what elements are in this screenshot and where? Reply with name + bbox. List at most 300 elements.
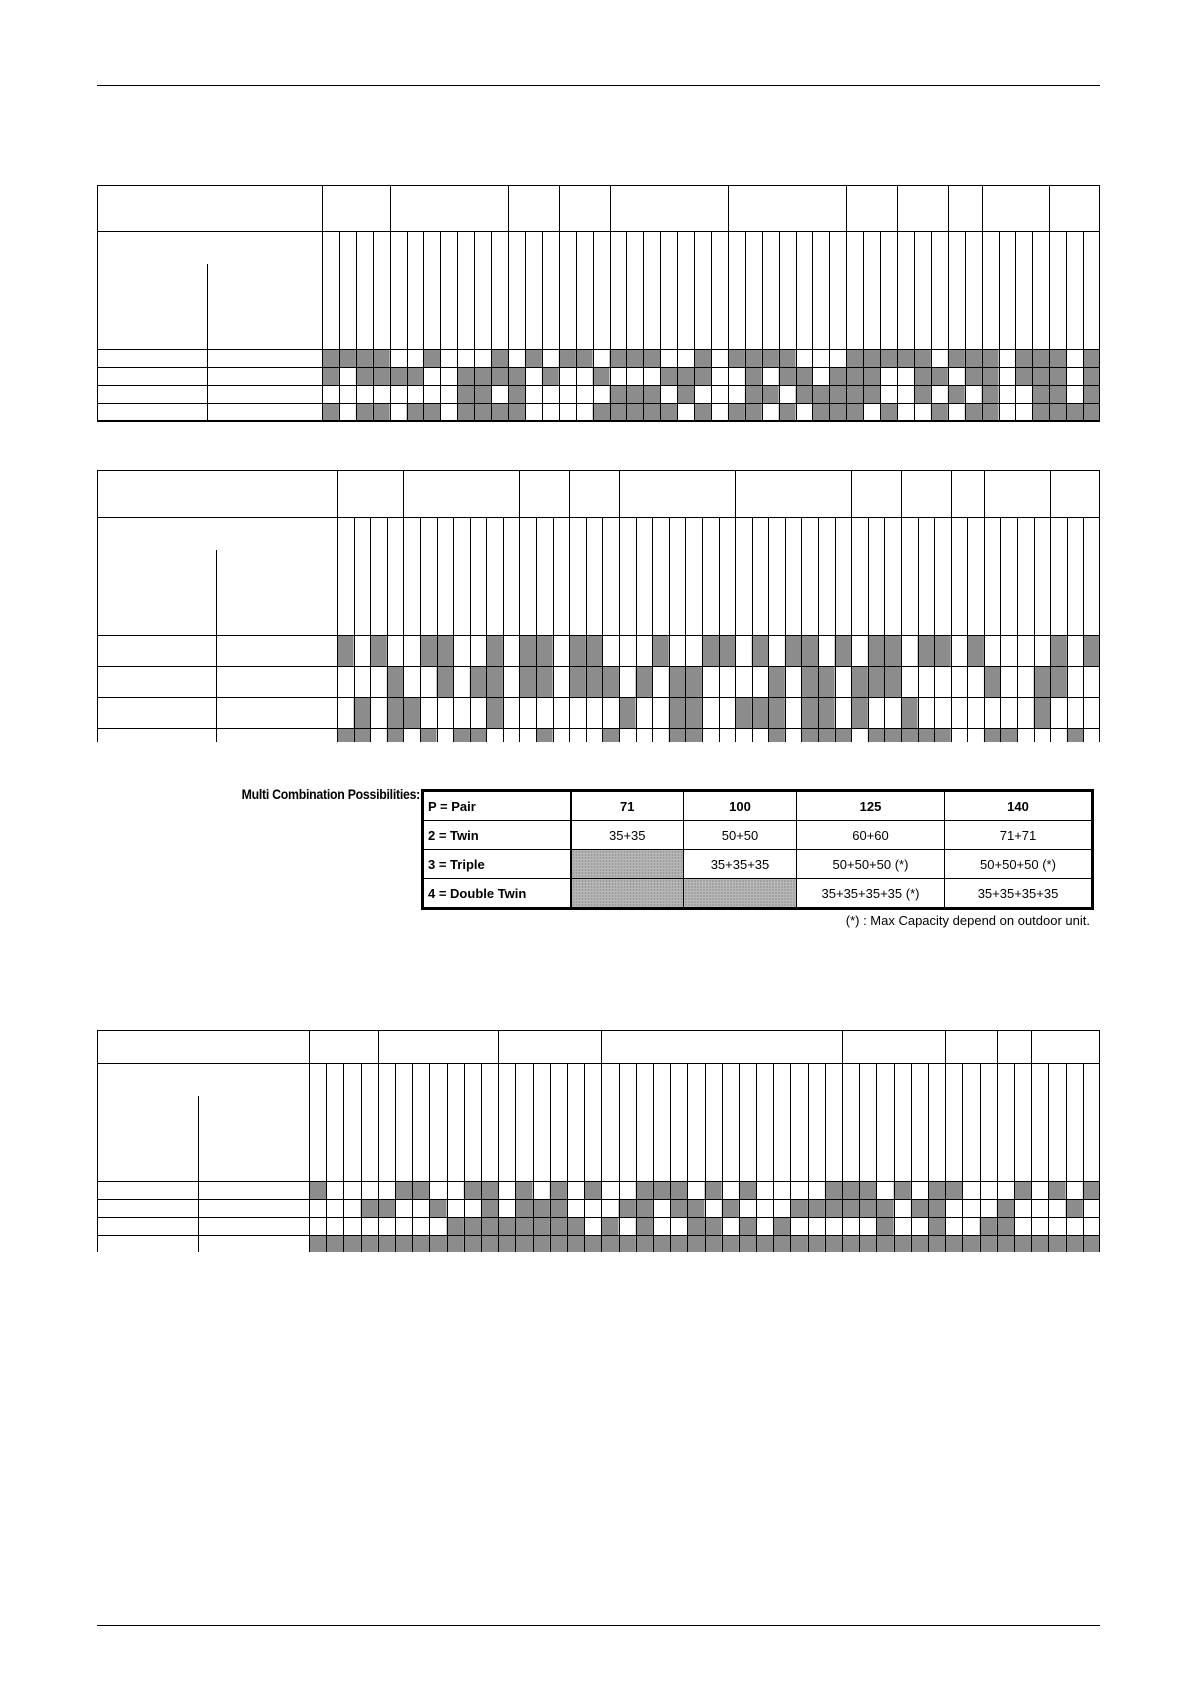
matrix-cell-shaded (619, 1199, 636, 1217)
matrix-cell-shaded (387, 666, 404, 697)
matrix-cell-shaded (829, 403, 846, 421)
matrix-cell-shaded (1015, 367, 1032, 385)
combo-row-double-twin (423, 879, 1093, 909)
matrix-cell-shaded (745, 385, 762, 403)
matrix-cell-shaded (677, 385, 694, 403)
matrix-cell-shaded (694, 349, 711, 367)
matrix-cell-shaded (876, 1217, 893, 1235)
matrix-cell-shaded (722, 1199, 739, 1217)
matrix-cell-shaded (525, 349, 542, 367)
matrix-cell-shaded (491, 349, 508, 367)
matrix-cell-shaded (470, 666, 487, 697)
combo-cell (571, 879, 684, 909)
matrix-cell-shaded (863, 385, 880, 403)
matrix-cell-shaded (773, 1217, 790, 1235)
matrix-cell-shaded (1048, 1181, 1065, 1199)
matrix-cell-shaded (636, 666, 653, 697)
matrix-cell-shaded (982, 403, 999, 421)
matrix-cell-shaded (984, 728, 1001, 742)
matrix-cell-shaded (373, 349, 390, 367)
matrix-cell-shaded (602, 728, 619, 742)
combo-cell: 50+50+50 (*) (945, 850, 1093, 879)
matrix-cell-shaded (533, 1217, 550, 1235)
matrix-cell-shaded (550, 1199, 567, 1217)
matrix-cell-shaded (914, 349, 931, 367)
combo-cell (684, 879, 797, 909)
matrix-cell-shaded (752, 635, 769, 666)
matrix-cell-shaded (897, 349, 914, 367)
matrix-cell-shaded (519, 666, 536, 697)
matrix-cell-shaded (660, 403, 677, 421)
matrix-cell-shaded (533, 1235, 550, 1252)
combo-cell: 71+71 (945, 821, 1093, 850)
matrix-cell-shaded (842, 1235, 859, 1252)
matrix-cell-shaded (593, 367, 610, 385)
matrix-cell-shaded (1050, 635, 1067, 666)
matrix-cell-shaded (1083, 349, 1100, 367)
matrix-cell-shaded (653, 1181, 670, 1199)
matrix-cell-shaded (1032, 349, 1049, 367)
matrix-cell-shaded (652, 635, 669, 666)
matrix-cell-shaded (586, 666, 603, 697)
matrix-cell-shaded (965, 403, 982, 421)
matrix-cell-shaded (894, 1181, 911, 1199)
matrix-cell-shaded (569, 666, 586, 697)
matrix-cell-shaded (752, 697, 769, 728)
matrix-cell-shaded (447, 1217, 464, 1235)
matrix-cell-shaded (515, 1217, 532, 1235)
matrix-cell-shaded (378, 1235, 395, 1252)
matrix-cell-shaded (868, 635, 885, 666)
matrix-cell-shaded (584, 1181, 601, 1199)
matrix-cell-shaded (1048, 1235, 1065, 1252)
matrix-cell-shaded (901, 697, 918, 728)
matrix-cell-shaded (722, 1235, 739, 1252)
matrix-cell-shaded (894, 1235, 911, 1252)
combo-row-label: 2 = Twin (423, 821, 571, 850)
matrix-cell-shaded (569, 635, 586, 666)
matrix-cell-shaded (387, 728, 404, 742)
matrix-cell-shaded (373, 403, 390, 421)
matrix-cell-shaded (928, 1235, 945, 1252)
matrix-cell-shaded (643, 403, 660, 421)
matrix-cell-shaded (322, 367, 339, 385)
matrix-cell-shaded (643, 349, 660, 367)
matrix-cell-shaded (1083, 367, 1100, 385)
matrix-cell-shaded (982, 385, 999, 403)
matrix-cell-shaded (474, 367, 491, 385)
matrix-cell-shaded (636, 1217, 653, 1235)
matrix-cell-shaded (997, 1217, 1014, 1235)
matrix-cell-shaded (931, 403, 948, 421)
matrix-cell-shaded (491, 403, 508, 421)
matrix-cell-shaded (515, 1181, 532, 1199)
matrix-cell-shaded (859, 1181, 876, 1199)
matrix-cell-shaded (515, 1235, 532, 1252)
matrix-cell-shaded (610, 385, 627, 403)
matrix-cell-shaded (423, 349, 440, 367)
matrix-cell-shaded (536, 635, 553, 666)
matrix-cell-shaded (481, 1181, 498, 1199)
matrix-cell-shaded (457, 385, 474, 403)
matrix-cell-shaded (1032, 403, 1049, 421)
matrix-cell-shaded (670, 1235, 687, 1252)
matrix-cell-shaded (481, 1199, 498, 1217)
matrix-cell-shaded (918, 635, 935, 666)
matrix-cell-shaded (928, 1199, 945, 1217)
combo-cell: 60+60 (797, 821, 945, 850)
matrix-cell-shaded (846, 367, 863, 385)
matrix-cell-shaded (967, 635, 984, 666)
matrix-cell-shaded (829, 385, 846, 403)
matrix-cell-shaded (825, 1235, 842, 1252)
matrix-cell-shaded (669, 666, 686, 697)
matrix-cell-shaded (508, 403, 525, 421)
matrix-cell-shaded (984, 666, 1001, 697)
matrix-cell-shaded (626, 403, 643, 421)
matrix-cell-shaded (356, 403, 373, 421)
matrix-cell-shaded (928, 1217, 945, 1235)
matrix-cell-shaded (868, 666, 885, 697)
matrix-cell-shaded (687, 1199, 704, 1217)
matrix-cell-shaded (669, 697, 686, 728)
matrix-cell-shaded (309, 1235, 326, 1252)
matrix-cell-shaded (486, 635, 503, 666)
matrix-cell-shaded (945, 1235, 962, 1252)
matrix-cell-shaded (1083, 1235, 1100, 1252)
matrix-cell-shaded (508, 385, 525, 403)
matrix-cell-shaded (948, 349, 965, 367)
matrix-cell-shaded (705, 1181, 722, 1199)
matrix-cell-shaded (785, 635, 802, 666)
matrix-cell-shaded (801, 728, 818, 742)
matrix-cell-shaded (685, 697, 702, 728)
combo-note: (*) : Max Capacity depend on outdoor unit. (845, 913, 1090, 928)
matrix-cell-shaded (412, 1181, 429, 1199)
matrix-cell-shaded (694, 367, 711, 385)
matrix-cell-shaded (361, 1235, 378, 1252)
matrix-cell-shaded (1050, 666, 1067, 697)
matrix-cell-shaded (559, 349, 576, 367)
matrix-cell-shaded (863, 367, 880, 385)
matrix-cell-shaded (519, 635, 536, 666)
matrix-cell-shaded (542, 367, 559, 385)
matrix-cell-shaded (694, 403, 711, 421)
combo-row-twin (423, 821, 1093, 850)
matrix-cell-shaded (1066, 1199, 1083, 1217)
matrix-cell-shaded (812, 385, 829, 403)
matrix-cell-shaded (745, 403, 762, 421)
combo-header-140: 140 (945, 791, 1093, 821)
matrix-cell-shaded (846, 385, 863, 403)
matrix-cell-shaded (373, 367, 390, 385)
matrix-cell-shaded (322, 349, 339, 367)
matrix-cell-shaded (835, 635, 852, 666)
matrix-cell-shaded (1083, 635, 1100, 666)
combo-header-pair: P = Pair (423, 791, 571, 821)
matrix-cell-shaded (670, 1181, 687, 1199)
matrix-cell-shaded (901, 728, 918, 742)
compatibility-matrix-3 (97, 1030, 1100, 1252)
matrix-cell-shaded (567, 1235, 584, 1252)
matrix-cell-shaded (846, 349, 863, 367)
matrix-cell-shaded (481, 1235, 498, 1252)
matrix-cell-shaded (378, 1199, 395, 1217)
matrix-cell-shaded (685, 728, 702, 742)
matrix-cell-shaded (429, 1235, 446, 1252)
matrix-cell-shaded (1015, 349, 1032, 367)
matrix-cell-shaded (354, 697, 371, 728)
matrix-cell-shaded (1034, 666, 1051, 697)
matrix-cell-shaded (876, 1199, 893, 1217)
matrix-cell-shaded (934, 635, 951, 666)
matrix-cell-shaded (619, 697, 636, 728)
matrix-cell-shaded (601, 1235, 618, 1252)
matrix-cell-shaded (728, 349, 745, 367)
matrix-cell-shaded (322, 403, 339, 421)
matrix-cell-shaded (934, 728, 951, 742)
matrix-cell-shaded (914, 367, 931, 385)
matrix-cell-shaded (337, 635, 354, 666)
matrix-cell-shaded (884, 635, 901, 666)
matrix-cell-shaded (457, 403, 474, 421)
matrix-cell-shaded (403, 697, 420, 728)
matrix-cell-shaded (911, 1235, 928, 1252)
combo-cell: 35+35+35+35 (*) (797, 879, 945, 909)
compatibility-matrix-2 (97, 470, 1100, 742)
matrix-cell-shaded (343, 1235, 360, 1252)
matrix-cell-shaded (911, 1199, 928, 1217)
matrix-cell-shaded (801, 635, 818, 666)
matrix-cell-shaded (550, 1217, 567, 1235)
matrix-cell-shaded (965, 349, 982, 367)
matrix-cell-shaded (670, 1199, 687, 1217)
matrix-cell-shaded (626, 349, 643, 367)
matrix-cell-shaded (1083, 1181, 1100, 1199)
matrix-cell-shaded (863, 349, 880, 367)
matrix-cell-shaded (395, 1235, 412, 1252)
matrix-cell-shaded (773, 1235, 790, 1252)
matrix-cell-shaded (636, 1235, 653, 1252)
matrix-cell-shaded (470, 728, 487, 742)
matrix-cell-shaded (474, 403, 491, 421)
matrix-cell-shaded (705, 1217, 722, 1235)
combo-cell: 50+50 (684, 821, 797, 850)
matrix-cell-shaded (437, 635, 454, 666)
matrix-cell-shaded (1066, 403, 1083, 421)
matrix-cell-shaded (982, 367, 999, 385)
combo-cell (571, 850, 684, 879)
matrix-cell-shaded (660, 367, 677, 385)
matrix-cell-shaded (423, 403, 440, 421)
matrix-cell-shaded (515, 1199, 532, 1217)
matrix-cell-shaded (677, 367, 694, 385)
matrix-cell-shaded (669, 728, 686, 742)
matrix-cell-shaded (997, 1235, 1014, 1252)
matrix-cell-shaded (309, 1181, 326, 1199)
matrix-cell-shaded (739, 1181, 756, 1199)
footer-rule (97, 1625, 1100, 1626)
combo-header-row (423, 791, 1093, 821)
matrix-cell-shaded (1034, 697, 1051, 728)
combo-row-label: 4 = Double Twin (423, 879, 571, 909)
matrix-cell-shaded (536, 728, 553, 742)
matrix-cell-shaded (420, 728, 437, 742)
matrix-cell-shaded (498, 1217, 515, 1235)
matrix-cell-shaded (626, 385, 643, 403)
matrix-cell-shaded (846, 403, 863, 421)
matrix-cell-shaded (602, 666, 619, 697)
matrix-cell-shaded (550, 1235, 567, 1252)
matrix-cell-shaded (390, 367, 407, 385)
matrix-cell-shaded (464, 1217, 481, 1235)
matrix-cell-shaded (687, 1217, 704, 1235)
matrix-cell-shaded (1032, 385, 1049, 403)
combo-row-triple (423, 850, 1093, 879)
matrix-cell-shaded (768, 728, 785, 742)
matrix-cell-shaded (914, 385, 931, 403)
combo-cell: 35+35+35+35 (945, 879, 1093, 909)
combo-header-71: 71 (571, 791, 684, 821)
matrix-cell-shaded (980, 1235, 997, 1252)
matrix-cell-shaded (593, 403, 610, 421)
combo-cell: 50+50+50 (*) (797, 850, 945, 879)
matrix-cell-shaded (339, 349, 356, 367)
matrix-cell-shaded (756, 1235, 773, 1252)
matrix-cell-shaded (962, 1235, 979, 1252)
matrix-cell-shaded (481, 1217, 498, 1235)
matrix-cell-shaded (762, 385, 779, 403)
matrix-cell-shaded (337, 728, 354, 742)
combo-header-100: 100 (684, 791, 797, 821)
matrix-cell-shaded (851, 697, 868, 728)
matrix-cell-shaded (735, 697, 752, 728)
matrix-cell-shaded (796, 367, 813, 385)
matrix-cell-shaded (745, 349, 762, 367)
matrix-cell-shaded (801, 697, 818, 728)
matrix-cell-shaded (567, 1217, 584, 1235)
matrix-cell-shaded (842, 1199, 859, 1217)
matrix-cell-shaded (619, 1235, 636, 1252)
matrix-cell-shaded (550, 1181, 567, 1199)
matrix-cell-shaded (356, 349, 373, 367)
matrix-cell-shaded (361, 1199, 378, 1217)
matrix-cell-shaded (859, 1199, 876, 1217)
matrix-cell-shaded (576, 349, 593, 367)
matrix-cell-shaded (447, 1235, 464, 1252)
matrix-cell-shaded (1031, 1235, 1048, 1252)
matrix-cell-shaded (653, 1235, 670, 1252)
matrix-cell-shaded (395, 1181, 412, 1199)
matrix-cell-shaded (464, 1235, 481, 1252)
matrix-cell-shaded (801, 666, 818, 697)
matrix-cell-shaded (808, 1235, 825, 1252)
matrix-cell-shaded (610, 403, 627, 421)
matrix-cell-shaded (356, 367, 373, 385)
matrix-cell-shaded (429, 1199, 446, 1217)
matrix-cell-shaded (980, 1217, 997, 1235)
matrix-cell-shaded (1014, 1181, 1031, 1199)
matrix-cell-shaded (1049, 403, 1066, 421)
matrix-cell-shaded (928, 1181, 945, 1199)
matrix-cell-shaded (859, 1235, 876, 1252)
matrix-cell-shaded (685, 666, 702, 697)
matrix-cell-shaded (851, 666, 868, 697)
matrix-cell-shaded (584, 1235, 601, 1252)
matrix-cell-shaded (453, 728, 470, 742)
matrix-cell-shaded (918, 728, 935, 742)
matrix-cell-shaded (536, 666, 553, 697)
matrix-cell-shaded (412, 1235, 429, 1252)
matrix-cell-shaded (1049, 367, 1066, 385)
matrix-cell-shaded (948, 385, 965, 403)
combo-header-125: 125 (797, 791, 945, 821)
matrix-cell-shaded (997, 1199, 1014, 1217)
matrix-cell-shaded (498, 1235, 515, 1252)
matrix-cell-shaded (464, 1181, 481, 1199)
matrix-cell-shaded (818, 666, 835, 697)
matrix-cell-shaded (825, 1181, 842, 1199)
matrix-border (98, 471, 1100, 743)
matrix-cell-shaded (702, 635, 719, 666)
matrix-cell-shaded (586, 635, 603, 666)
matrix-cell-shaded (825, 1199, 842, 1217)
matrix-cell-shaded (945, 1181, 962, 1199)
matrix-cell-shaded (868, 728, 885, 742)
combo-cell: 35+35+35 (684, 850, 797, 879)
matrix-cell-shaded (880, 403, 897, 421)
matrix-cell-shaded (491, 367, 508, 385)
matrix-cell-shaded (486, 666, 503, 697)
matrix-cell-shaded (1083, 403, 1100, 421)
matrix-cell-shaded (728, 403, 745, 421)
compatibility-matrix-1 (97, 185, 1100, 441)
matrix-cell-shaded (762, 349, 779, 367)
matrix-cell-shaded (842, 1181, 859, 1199)
matrix-cell-shaded (437, 666, 454, 697)
matrix-cell-shaded (705, 1235, 722, 1252)
matrix-cell-shaded (643, 385, 660, 403)
matrix-cell-shaded (533, 1199, 550, 1217)
matrix-cell-shaded (601, 1217, 618, 1235)
matrix-cell-shaded (812, 403, 829, 421)
matrix-cell-shaded (965, 367, 982, 385)
combo-row-label: 3 = Triple (423, 850, 571, 879)
matrix-cell-shaded (768, 666, 785, 697)
matrix-cell-shaded (1083, 385, 1100, 403)
matrix-cell-shaded (829, 367, 846, 385)
matrix-cell-shaded (370, 635, 387, 666)
matrix-cell-shaded (880, 349, 897, 367)
matrix-cell-shaded (982, 349, 999, 367)
matrix-cell-shaded (508, 367, 525, 385)
matrix-cell-shaded (1032, 367, 1049, 385)
matrix-cell-shaded (486, 697, 503, 728)
matrix-cell-shaded (407, 403, 424, 421)
matrix-cell-shaded (818, 728, 835, 742)
matrix-cell-shaded (779, 367, 796, 385)
matrix-cell-shaded (610, 349, 627, 367)
matrix-cell-shaded (739, 1217, 756, 1235)
matrix-cell-shaded (1066, 1235, 1083, 1252)
matrix-cell-shaded (884, 728, 901, 742)
matrix-cell-shaded (818, 697, 835, 728)
matrix-cell-shaded (420, 635, 437, 666)
matrix-cell-shaded (790, 1235, 807, 1252)
matrix-cell-shaded (790, 1199, 807, 1217)
matrix-cell-shaded (636, 1181, 653, 1199)
matrix-cell-shaded (739, 1235, 756, 1252)
